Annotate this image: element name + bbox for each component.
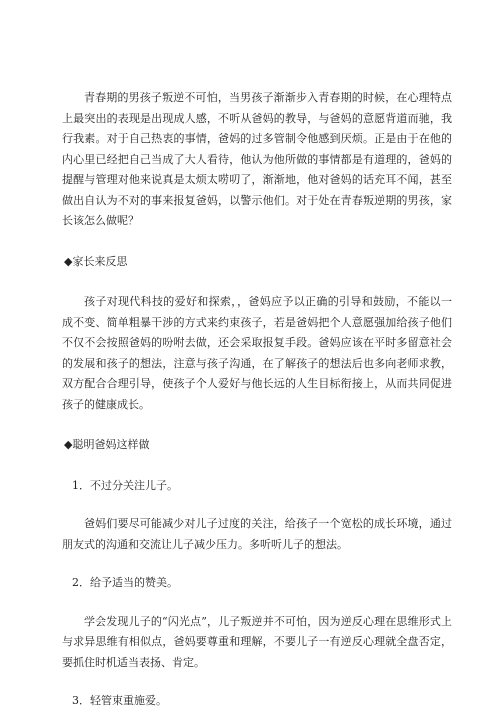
spacer — [62, 232, 452, 252]
document-body — [62, 88, 452, 712]
spacer — [62, 272, 452, 292]
reflection-paragraph: 孩子对现代科技的爱好和探索，，爸妈应予以正确的引导和鼓励，不能以一成不变、简单粗暴干涉的方式来约束孩子，若是爸妈把个人意愿强加给孩子他们不仅不会按照爸妈的吩咐去做，还会采取报复手段。爸妈应该在平时多留意社会的发展和孩子的想法，注意与孩子沟通，在了解孩子的想法后也多向老师求教，双方配合合理引导，使孩子个人爱好与他长远的人生目标衔接上，从而共同促进孩子的健康成长。 — [62, 295, 452, 411]
advice-item-2-title: 2．给予适当的赞美。 — [72, 576, 178, 589]
spacer — [62, 415, 452, 435]
advice-item-3-title: 3．轻管束重施爱。 — [72, 694, 167, 707]
advice-item-2-body: 学会发现儿子的“闪光点”，儿子叛逆并不可怕，因为逆反心理在思维形式上与求异思维有相似点，爸妈要尊重和理解，不要儿子一有逆反心理就全盘否定，要抓住时机适当表扬、肯定。 — [62, 614, 452, 669]
spacer — [62, 555, 452, 573]
advice-item-1-title: 1．不过分关注儿子。 — [72, 478, 178, 492]
spacer — [62, 456, 452, 476]
advice-item-1-body: 爸妈们要尽可能减少对儿子过度的关注，给孩子一个宽松的成长环境，通过朋友式的沟通和交流让儿子减少压力。多听听儿子的想法。 — [62, 517, 452, 551]
spacer — [62, 673, 452, 691]
section-heading-reflection: ◆家长来反思 — [64, 254, 128, 268]
spacer — [62, 594, 452, 612]
section-heading-advice: ◆聪明爸妈这样做 — [64, 438, 150, 451]
spacer — [62, 496, 452, 514]
intro-paragraph: 青春期的男孩子叛逆不可怕，当男孩子渐渐步入青春期的时候，在心理特点上最突出的表现是出现成人感，不听从爸妈的教导，与爸妈的意愿背道而驰，我行我素。对于自己热衷的事情，爸妈的过多管制令他感到厌烦。正是由于在他的内心里已经把自己当成了大人看待，他认为他所做的事情都是有道理的，爸妈的提醒与管理对他来说真是太烦太唠叨了，渐渐地，他对爸妈的话充耳不闻，甚至做出自认为不对的事来报复爸妈，以警示他们。对于处在青春叛逆期的男孩，家长该怎么做呢？ — [62, 91, 452, 227]
